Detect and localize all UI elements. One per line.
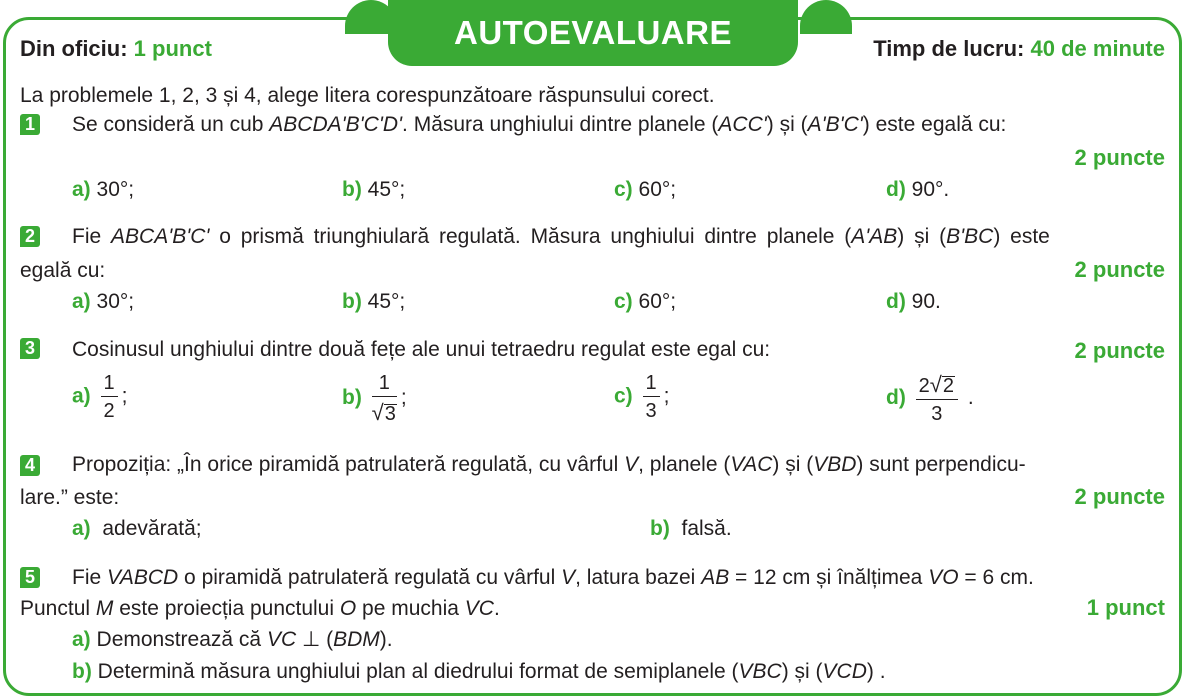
problem-3-text: Cosinusul unghiului dintre două fețe ale unui tetraedru regulat este egal cu: (72, 338, 771, 361)
oficiu-label: Din oficiu: (20, 36, 128, 61)
problem-2-points: 2 puncte (1074, 257, 1165, 282)
p1-option-b[interactable]: b) 45°; (342, 178, 406, 201)
fraction: $\frac{1}{3}$ (643, 372, 660, 422)
fraction: $\frac{2√2}{3}$ (916, 372, 958, 425)
page-title: AUTOEVALUARE (388, 0, 798, 66)
problem-2-text-line2: egală cu: (20, 259, 106, 282)
p3-option-a[interactable]: a) $\frac{1}{2}$ ; (72, 372, 128, 422)
problem-1-points: 2 puncte (1074, 145, 1165, 170)
problem-1-number: 1 (20, 114, 40, 135)
timp-info (873, 35, 1165, 63)
p1-option-d[interactable]: d) 90°. (886, 178, 950, 201)
fraction: $\frac{1}{2}$ (101, 372, 118, 422)
p3-option-d[interactable]: d) $\frac{2√2}{3}$ . (886, 372, 974, 425)
problem-5-text: Fie VABCD o piramidă patrulateră regulată cu vârful V, latura bazei AB = 12 cm și înălțimea VO = 6 cm. (72, 566, 1034, 589)
problem-4-points: 2 puncte (1074, 484, 1165, 509)
p2-option-b[interactable]: b) 45°; (342, 290, 406, 313)
oficiu-info (20, 35, 212, 63)
problem-4-number: 4 (20, 455, 40, 476)
intro-text: La problemele 1, 2, 3 și 4, alege litera corespunzătoare răspunsului corect. (20, 84, 715, 107)
problem-5-number: 5 (20, 567, 40, 588)
p2-option-d[interactable]: d) 90. (886, 290, 941, 313)
problem-5-text-line2: Punctul M este proiecția punctului O pe muchia VC. (20, 597, 500, 620)
oficiu-value: 1 punct (133, 36, 212, 61)
p5-part-b: b) Determină măsura unghiului plan al diedrului format de semiplanele (VBC) și (VCD) . (72, 660, 886, 683)
p1-option-c[interactable]: c) 60°; (614, 178, 677, 201)
p1-option-a[interactable]: a) 30°; (72, 178, 135, 201)
problem-2-text: Fie ABCA'B'C' o prismă triunghiulară regulată. Măsura unghiului dintre planele (A'AB) și (B'BC) este (72, 225, 1050, 248)
problem-2-number: 2 (20, 226, 40, 247)
p2-option-a[interactable]: a) 30°; (72, 290, 135, 313)
problem-3-number: 3 (20, 338, 40, 359)
p2-option-c[interactable]: c) 60°; (614, 290, 677, 313)
fraction: $\frac{1}{√3}$ (371, 372, 396, 425)
p4-option-a[interactable]: a) adevărată; (72, 517, 202, 540)
p4-option-b[interactable]: b) falsă. (650, 517, 732, 540)
p5-part-a: a) Demonstrează că VC ⊥ (BDM). (72, 628, 393, 651)
timp-value: 40 de minute (1030, 36, 1165, 61)
problem-4-text: Propoziția: „În orice piramidă patrulateră regulată, cu vârful V, planele (VAC) și (VBD) sunt perpendicu- (72, 453, 1026, 476)
problem-5-points: 1 punct (1086, 595, 1165, 620)
tab-decoration-right (800, 0, 852, 34)
p3-option-b[interactable]: b) $\frac{1}{√3}$ ; (342, 372, 407, 425)
timp-label: Timp de lucru: (873, 36, 1025, 61)
problem-4-text-line2: lare.” este: (20, 486, 120, 509)
p3-option-c[interactable]: c) $\frac{1}{3}$ ; (614, 372, 670, 422)
problem-1-text: Se consideră un cub ABCDA'B'C'D'. Măsura unghiului dintre planele (ACC') și (A'B'C') este egală cu: (72, 113, 1007, 136)
problem-3-points: 2 puncte (1074, 338, 1165, 363)
